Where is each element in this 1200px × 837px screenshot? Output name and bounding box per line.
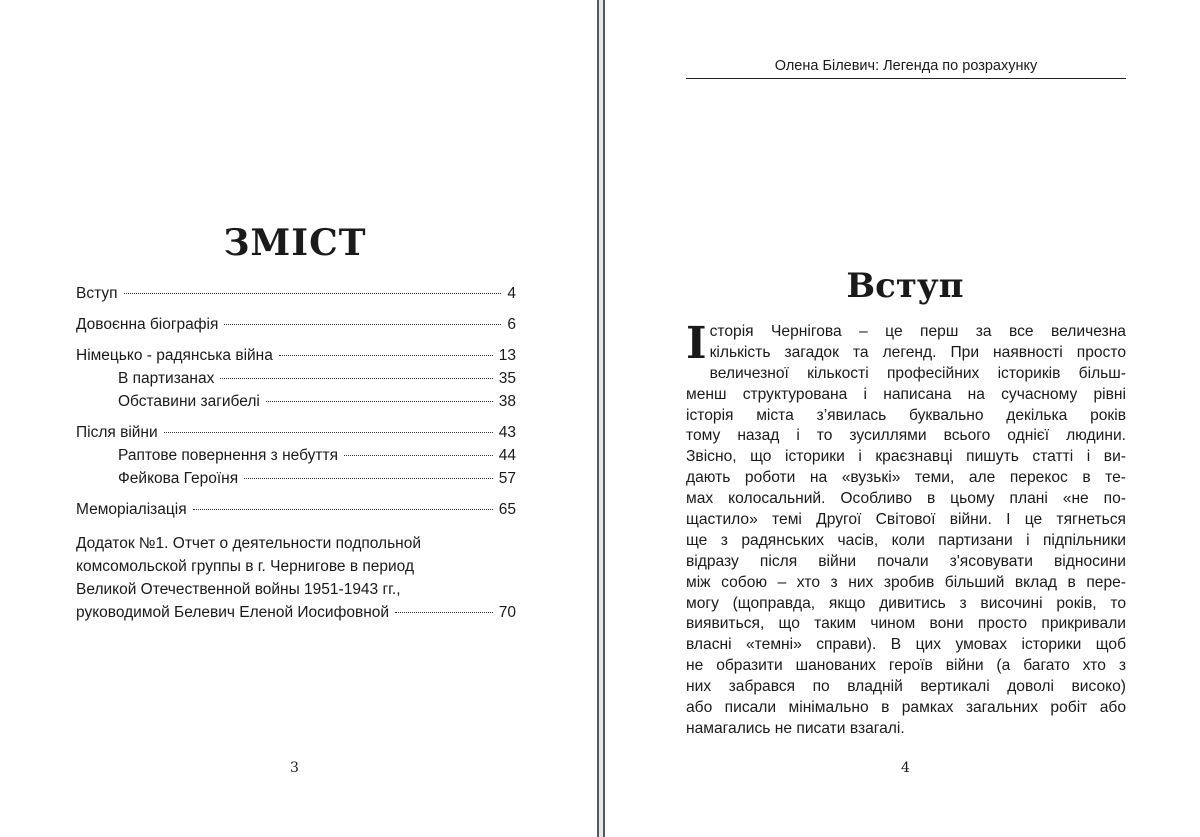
dot-leader: [344, 455, 493, 456]
body-line: відразу після війни почали з'ясовувати відносини: [686, 552, 1126, 570]
toc-entry-label: Меморіалізація: [76, 501, 187, 518]
table-of-contents: [76, 285, 516, 624]
body-line: щастило» темі Другої Світової війни. І це тягнеться: [686, 511, 1126, 529]
toc-entry-label: Після війни: [76, 424, 158, 441]
toc-entry[interactable]: [76, 447, 516, 470]
body-line: історія міста з’явилась буквально декілька років: [686, 406, 1126, 424]
toc-entry[interactable]: [76, 316, 516, 339]
page-number: 4: [901, 760, 910, 776]
dot-leader: [224, 324, 501, 325]
toc-entry[interactable]: [76, 470, 516, 493]
toc-page-number: 13: [498, 347, 516, 364]
toc-entry-label: Довоєнна біографія: [76, 316, 219, 333]
toc-entry-label: Німецько - радянська війна: [76, 347, 273, 364]
toc-page-number: 65: [498, 501, 516, 518]
body-line: кількість загадок та легенд. При наявності просто: [709, 343, 1126, 361]
body-line: власні «темні» справи). В цих умовах історики щоб: [686, 636, 1126, 654]
toc-entry-label: Раптове повернення з небуття: [118, 447, 338, 464]
dot-leader: [193, 509, 493, 510]
toc-appendix-entry[interactable]: [76, 532, 516, 624]
toc-title: ЗМІСТ: [223, 222, 367, 264]
left-page: [0, 0, 597, 837]
toc-page-number: 70: [498, 604, 516, 621]
toc-entry[interactable]: [76, 285, 516, 308]
appendix-line: комсомольской группы в г. Чернигове в период: [76, 558, 414, 575]
toc-entry[interactable]: [76, 370, 516, 393]
dot-leader: [395, 612, 493, 613]
body-line: ще з радянських часів, коли партизани і підпільники: [686, 531, 1126, 549]
dot-leader: [124, 293, 502, 294]
toc-entry[interactable]: [76, 347, 516, 370]
toc-entry[interactable]: [76, 393, 516, 416]
appendix-line: руководимой Белевич Еленой Иосифовной: [76, 604, 390, 621]
toc-page-number: 6: [507, 316, 516, 333]
toc-entry-label: Обставини загибелі: [118, 393, 260, 410]
dot-leader: [279, 355, 493, 356]
dot-leader: [220, 378, 492, 379]
toc-page-number: 57: [498, 470, 516, 487]
body-line: або писали мінімально в рамках загальних робіт або: [686, 699, 1126, 717]
body-line: Звісно, що історики і краєзнавці пишуть статті і ви-: [686, 448, 1126, 466]
body-line: намагались не писати взагалі.: [686, 719, 905, 737]
drop-cap: І: [686, 318, 707, 369]
toc-page-number: 38: [498, 393, 516, 410]
body-line: дають роботи на «вузькі» теми, але перекос в те-: [686, 469, 1126, 487]
page-number: 3: [290, 760, 299, 776]
toc-entry-label: Фейкова Героїня: [118, 470, 239, 487]
body-line: тому назад і то зусиллями всього однієї людини.: [686, 427, 1126, 445]
body-line: виявиться, що таким чином вони просто прикривали: [686, 615, 1126, 633]
toc-entry[interactable]: [76, 424, 516, 447]
body-line: сторія Чернігова – це перш за все величезна: [709, 323, 1126, 340]
toc-page-number: 43: [498, 424, 516, 441]
toc-page-number: 35: [498, 370, 516, 387]
body-line: мах колосальний. Особливо в цьому плані «не по-: [686, 490, 1126, 508]
toc-entry-label: Вступ: [76, 285, 118, 302]
body-text: [686, 318, 1126, 740]
right-page: [605, 0, 1200, 837]
page-spread-gutter: [597, 0, 605, 837]
toc-entry-label: В партизанах: [118, 370, 215, 387]
body-line: менш структурована і написана на сучасному рівні: [686, 385, 1126, 403]
appendix-line: Додаток №1. Отчет о деятельности подпольной: [76, 535, 421, 552]
dot-leader: [266, 401, 493, 402]
toc-entry[interactable]: [76, 501, 516, 524]
dot-leader: [244, 478, 493, 479]
body-line: не образити шанованих героїв війни (а багато хто з: [686, 657, 1126, 675]
toc-page-number: 4: [507, 285, 516, 302]
running-header: Олена Білевич: Легенда по розрахунку: [686, 58, 1126, 79]
dot-leader: [164, 432, 493, 433]
body-line: них забрався по владній вертикалі доволі високо): [686, 678, 1126, 696]
appendix-line: Великой Отечественной войны 1951-1943 гг.,: [76, 581, 401, 598]
body-line: між собою – хто з них зробив більший вклад в пере-: [686, 573, 1126, 591]
body-line: величезної кількості професійних істориків більш-: [709, 364, 1126, 382]
body-line: могу (щоправда, якщо дивитись з височині років, то: [686, 594, 1126, 612]
chapter-title: Вступ: [846, 266, 964, 306]
toc-page-number: 44: [498, 447, 516, 464]
